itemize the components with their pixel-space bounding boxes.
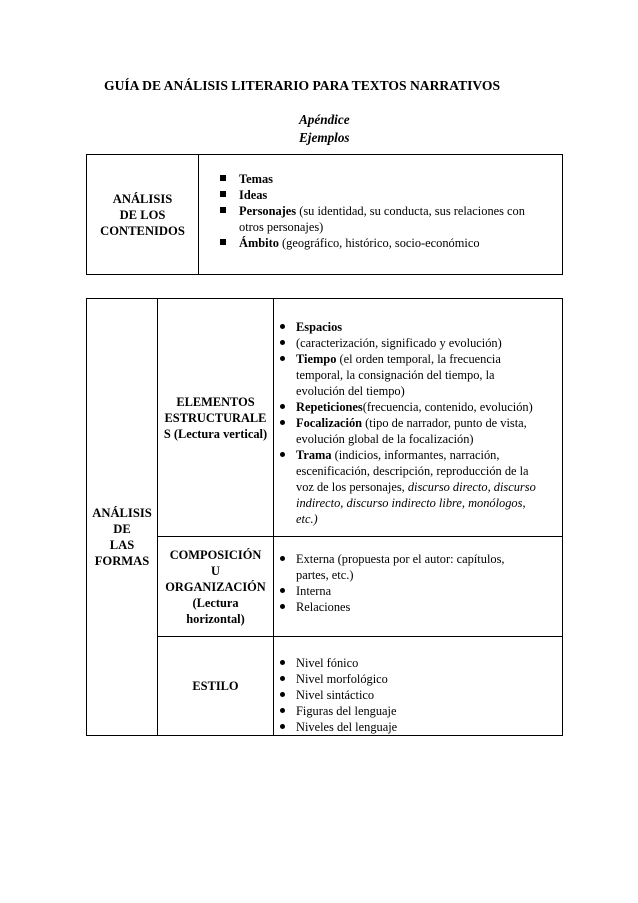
contenidos-header-line: ANÁLISIS — [112, 191, 173, 206]
composicion-label-cell — [158, 537, 274, 637]
estructurales-label-cell — [158, 299, 274, 537]
round-bullet-icon — [280, 420, 285, 425]
composicion-list — [274, 551, 534, 615]
item-label: Personajes — [239, 204, 297, 218]
item-label: Ideas — [239, 188, 268, 202]
formas-header-line: ANÁLISIS — [92, 506, 152, 520]
round-bullet-icon — [280, 404, 285, 409]
estructurales-label-line: S (Lectura vertical) — [163, 426, 268, 441]
item-text: (tipo de narrador, punto de vista, evolución global de la focalización) — [296, 416, 527, 446]
item-label: Espacios — [296, 320, 343, 334]
item-text: (caracterización, significado y evolución) — [296, 336, 502, 350]
estructurales-label-line: ELEMENTOS — [176, 394, 255, 409]
round-bullet-icon — [280, 676, 285, 681]
round-bullet-icon — [280, 324, 285, 329]
contenidos-list — [209, 171, 562, 251]
formas-header-line: FORMAS — [94, 554, 150, 568]
item-label: Tiempo — [296, 352, 337, 366]
item-label: Focalización — [296, 416, 363, 430]
list-item — [209, 235, 562, 251]
square-bullet-icon — [220, 175, 226, 181]
estilo-label: ESTILO — [192, 679, 239, 693]
item-label: Repeticiones — [296, 400, 363, 414]
list-item — [274, 447, 542, 527]
list-item — [274, 599, 534, 615]
estructurales-list — [274, 319, 542, 527]
round-bullet-icon — [280, 660, 285, 665]
estilo-items-cell — [274, 637, 563, 736]
list-item — [274, 687, 562, 703]
item-text: (su identidad, su conducta, sus relaciones con otros personajes) — [239, 204, 525, 234]
item-text: Nivel fónico — [296, 656, 359, 670]
square-bullet-icon — [220, 191, 226, 197]
square-bullet-icon — [220, 207, 226, 213]
subtitle-apendice: Apéndice — [299, 112, 350, 127]
contenidos-header-line: DE LOS — [119, 207, 166, 222]
list-item — [274, 335, 542, 351]
formas-header-line: DE — [113, 522, 131, 536]
list-item — [274, 583, 534, 599]
item-label: Ámbito — [239, 236, 279, 250]
subtitle-ejemplos: Ejemplos — [299, 130, 350, 145]
contenidos-items-cell — [199, 155, 563, 275]
round-bullet-icon — [280, 452, 285, 457]
list-item — [209, 203, 544, 235]
composicion-label-line: U — [211, 563, 220, 578]
item-text: Niveles del lenguaje — [296, 720, 398, 734]
formas-header-cell — [87, 299, 158, 736]
contenidos-header-cell — [87, 155, 199, 275]
round-bullet-icon — [280, 340, 285, 345]
round-bullet-icon — [280, 708, 285, 713]
item-label: Temas — [239, 172, 273, 186]
composicion-label-line: (Lectura — [192, 595, 239, 610]
list-item — [274, 399, 542, 415]
item-text: Relaciones — [296, 600, 351, 614]
round-bullet-icon — [280, 724, 285, 729]
document-title: GUÍA DE ANÁLISIS LITERARIO PARA TEXTOS NARRATIVOS — [104, 78, 501, 93]
composicion-label-line: horizontal) — [186, 611, 245, 626]
list-item — [274, 415, 542, 447]
composicion-items-cell — [274, 537, 563, 637]
item-text: (geográfico, histórico, socio-económico — [278, 236, 480, 250]
list-item — [209, 171, 562, 187]
list-item — [274, 319, 542, 335]
contenidos-header-line: CONTENIDOS — [100, 223, 185, 238]
item-text: Externa (propuesta por el autor: capítulos, partes, etc.) — [296, 552, 505, 582]
square-bullet-icon — [220, 239, 226, 245]
item-text: Nivel sintáctico — [296, 688, 375, 702]
estructurales-items-cell — [274, 299, 563, 537]
list-item — [274, 655, 562, 671]
contenidos-table — [86, 154, 563, 275]
item-text: (el orden temporal, la frecuencia temporal, la consignación del tiempo, la evolución del tiempo) — [296, 352, 501, 398]
composicion-label-line: COMPOSICIÓN — [169, 547, 262, 562]
list-item — [274, 671, 562, 687]
item-label: Trama — [296, 448, 332, 462]
list-item — [209, 187, 562, 203]
round-bullet-icon — [280, 356, 285, 361]
formas-table — [86, 298, 563, 736]
composicion-label-line: ORGANIZACIÓN — [165, 579, 266, 594]
round-bullet-icon — [280, 588, 285, 593]
list-item — [274, 551, 534, 583]
round-bullet-icon — [280, 556, 285, 561]
estructurales-label-line: ESTRUCTURALE — [164, 410, 267, 425]
round-bullet-icon — [280, 692, 285, 697]
item-text: Interna — [296, 584, 332, 598]
item-text: (indicios, informantes, narración, escenificación, descripción, reproducción de la voz de los personajes, — [296, 448, 529, 494]
round-bullet-icon — [280, 604, 285, 609]
estilo-list — [274, 655, 562, 735]
item-text: Figuras del lenguaje — [296, 704, 397, 718]
formas-header-line: LAS — [109, 538, 135, 552]
list-item — [274, 351, 542, 399]
estilo-label-cell — [158, 637, 274, 736]
item-text: Nivel morfológico — [296, 672, 388, 686]
item-italic-text: discurso directo, discurso indirecto, discurso indirecto libre, monólogos, etc.) — [296, 480, 536, 526]
list-item — [274, 703, 562, 719]
list-item — [274, 719, 562, 735]
item-text: (frecuencia, contenido, evolución) — [362, 400, 533, 414]
